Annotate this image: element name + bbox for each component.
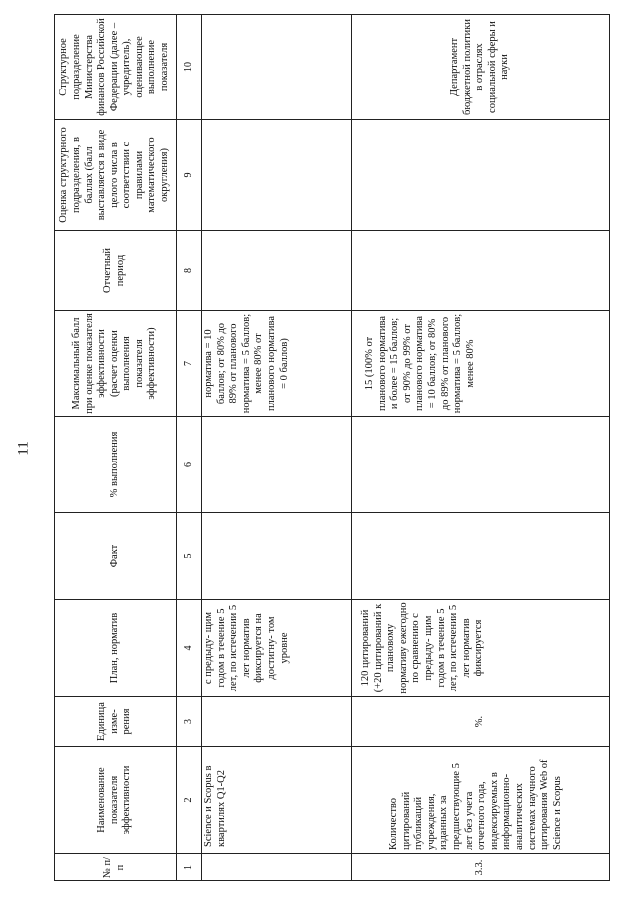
header-period: Отчетный период	[54, 230, 177, 310]
table-row-1-max-score: норматива = 10 баллов; от 80% до 89% от планового норматива = 5 баллов; менее 80% от планового норматива = 0 баллов)	[202, 310, 352, 416]
table-row-1-score	[202, 119, 352, 230]
column-number-10: 10	[177, 14, 202, 119]
column-number-8: 8	[177, 230, 202, 310]
table-row-2-score	[352, 119, 610, 230]
column-number-4: 4	[177, 599, 202, 696]
table-row-2-indicator: Количество цитирований публикаций учреждения, изданных за предшествующие 5 лет без учета отчетного года, индексируемых в информационно-аналитических системах научного цитирования Web of Science и Scopus	[352, 746, 610, 853]
header-plan: План, норматив	[54, 599, 177, 696]
rotated-table	[54, 14, 610, 881]
table-row-1-period	[202, 230, 352, 310]
column-number-2: 2	[177, 746, 202, 853]
table-row-2-period	[352, 230, 610, 310]
table-row-1-no	[202, 853, 352, 881]
header-unit: Единица изме- рения	[54, 696, 177, 746]
page-number: 11	[15, 441, 32, 456]
column-number-7: 7	[177, 310, 202, 416]
column-number-6: 6	[177, 416, 202, 512]
table-row-1-percent	[202, 416, 352, 512]
column-number-3: 3	[177, 696, 202, 746]
header-fact: Факт	[54, 512, 177, 599]
table-row-1-plan: с предыду- щим годом в течение 5 лет, по истечении 5 лет норматив фиксируется на достигну- том уровне	[202, 599, 352, 696]
table-row-2-plan: 120 цитирований (+20 цитирований к плановому нормативу ежегодно по сравнению с предыду- щим годом в течение 5 лет, по истечении 5 лет норматив фиксируется	[352, 599, 610, 696]
table-row-2-fact	[352, 512, 610, 599]
header-score: Оценка структурного подразделения, в баллах (балл выставляется в виде целого числа в соответствии с правилами математического округления)	[54, 119, 177, 230]
table-row-1-fact	[202, 512, 352, 599]
header-no: № п/п	[54, 853, 177, 881]
table-row-1-department	[202, 14, 352, 119]
table-row-2-max-score: 15 (100% от планового норматива и более = 15 баллов; от 90% до 99% от планового норматива = 10 баллов; от 80% до 89% от планового норматива = 5 баллов; менее 80%	[352, 310, 610, 416]
table-row-2-percent	[352, 416, 610, 512]
table-row-2-unit: %.	[352, 696, 610, 746]
table-row-2-no: 3.3.	[352, 853, 610, 881]
column-number-1: 1	[177, 853, 202, 881]
table-row-1-indicator: Science и Scopus в квартилях Q1-Q2	[202, 746, 352, 853]
header-department: Структурное подразделение Министерства финансов Российской Федерации (далее – учредитель), оценивающее выполнение показателя	[54, 14, 177, 119]
header-indicator: Наименование показателя эффективности	[54, 746, 177, 853]
table-row-2-department: Департамент бюджетной политики в отраслях социальной сферы и науки	[352, 14, 610, 119]
column-number-5: 5	[177, 512, 202, 599]
column-number-9: 9	[177, 119, 202, 230]
table-row-1-unit	[202, 696, 352, 746]
header-max-score: Максимальный балл при оценке показателя эффективности (расчет оценки выполнения показателя эффективности)	[54, 310, 177, 416]
header-percent: % выполнения	[54, 416, 177, 512]
